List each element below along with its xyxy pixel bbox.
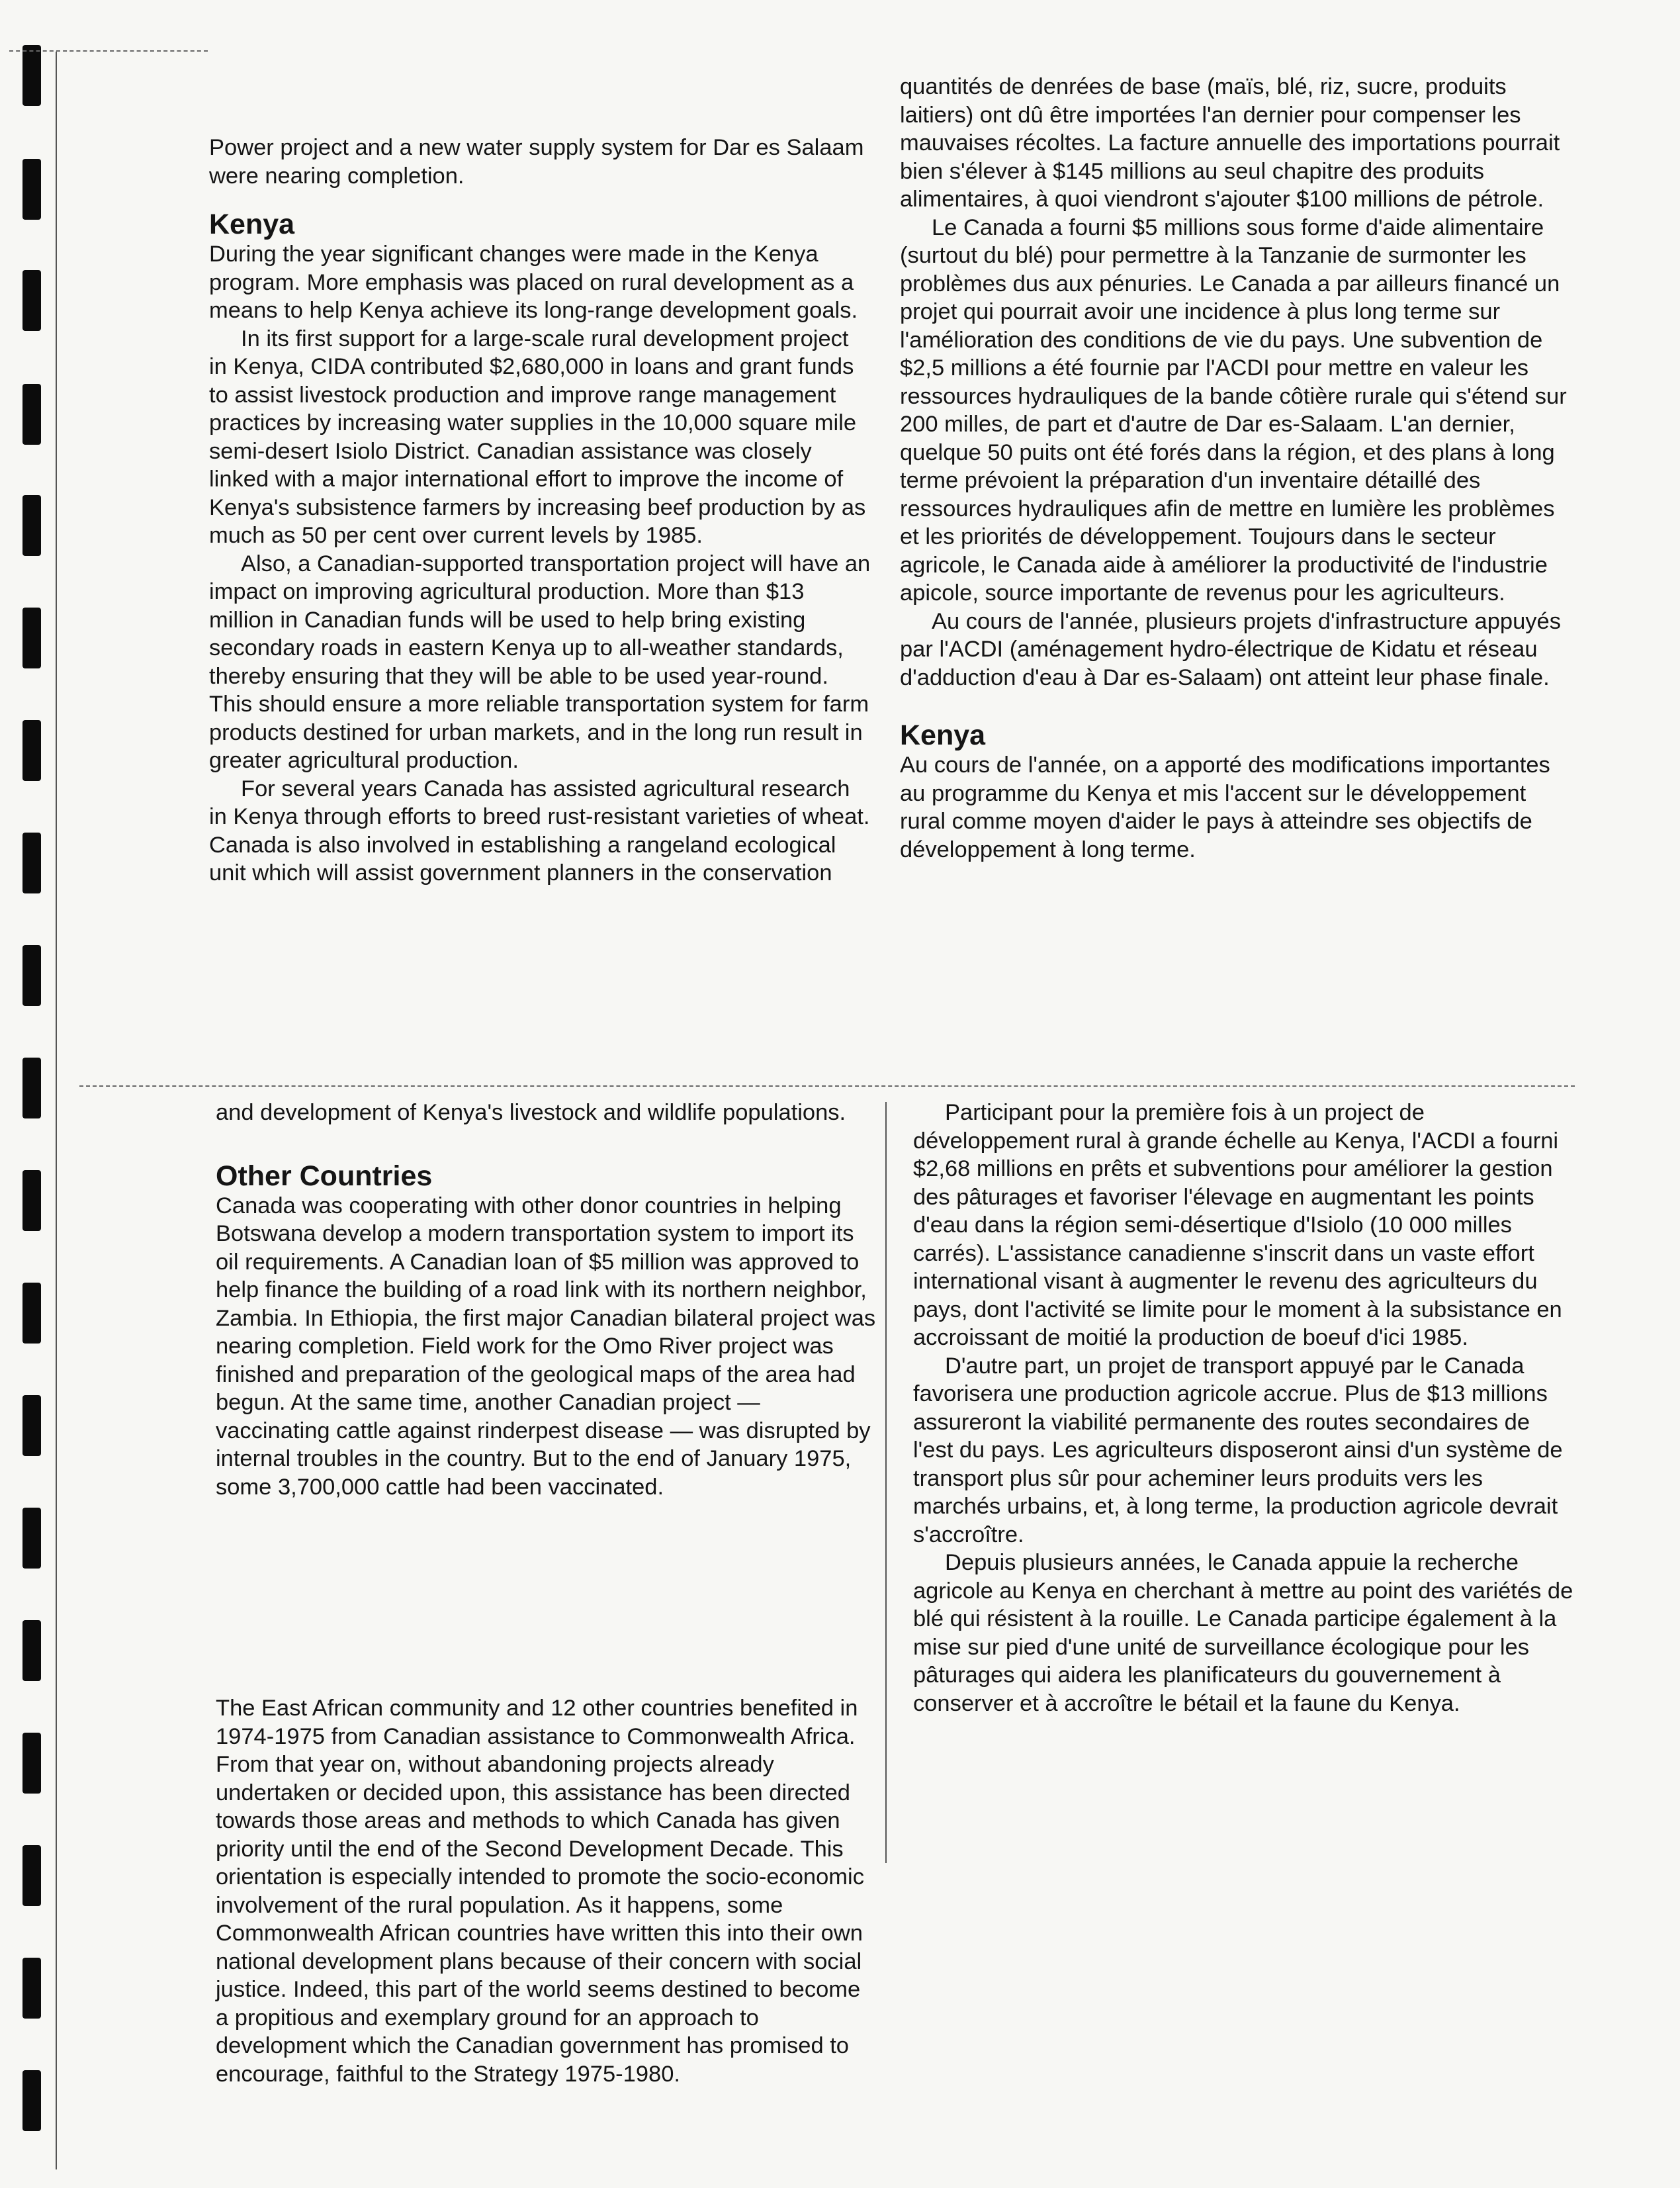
kenya-paragraph: In its first support for a large-scale rural development project in Kenya, CIDA contributed $2,680,000 in loans and grant funds to assist livestock production and improve range management practices by increasing water supplies in the 10,000 square mile semi-desert Isiolo District. Canadian assistance was closely linked with a major international effort to improve the income of Kenya's subsistence farmers by increasing beef production by as much as 50 per cent over current levels by 1985.	[209, 326, 866, 548]
right-column-upper	[900, 73, 1575, 864]
right-column-lower	[913, 1099, 1575, 1717]
binder-hole	[22, 1395, 41, 1456]
binder-hole	[22, 159, 41, 220]
east-african-paragraph: The East African community and 12 other countries benefited in 1974-1975 from Canadian assistance to Commonwealth Africa. From that year on, without abandoning projects already undertaken or decided upon, this assistance has been directed towards those areas and methods to which Canada has given priority until the end of the Second Development Decade. This orientation is especially intended to promote the socio-economic involvement of the rural population. As it happens, some Commonwealth African countries have written this into their own national development plans because of their concern with social justice. Indeed, this part of the world seems destined to become a propitious and exemplary ground for an approach to development which the Canadian government has promised to encourage, faithful to the Strategy 1975-1980.	[216, 1696, 864, 2087]
left-column-upper	[209, 134, 871, 888]
top-cut-line	[9, 50, 208, 52]
kenya-continued-paragraph: Participant pour la première fois à un project de développement rural à grande échelle au Kenya, l'ACDI a fourni $2,68 millions en prêts et subventions pour améliorer la gestion des pâturages et favoriser l'élevage en augmentant les points d'eau dans la région semi-désertique d'Isiolo (10 000 milles carrés). L'assistance canadienne s'inscrit dans un vaste effort international visant à augmenter le revenu des agriculteurs du pays, dont l'activité se limite pour le moment à la subsistance en accroissant de moitié la production de boeuf d'ici 1985.	[913, 1100, 1562, 1350]
binder-hole	[22, 45, 41, 106]
binder-hole	[22, 495, 41, 556]
tanzanie-paragraph: Au cours de l'année, plusieurs projets d'infrastructure appuyés par l'ACDI (aménagement hydro-électrique de Kidatu et réseau d'adduction d'eau à Dar es-Salaam) ont atteint leur phase finale.	[900, 608, 1561, 690]
east-african-block	[216, 1694, 877, 2088]
binder-hole	[22, 608, 41, 668]
binder-hole	[22, 1283, 41, 1344]
binder-hole	[22, 1733, 41, 1794]
tanzanie-paragraph: Le Canada a fourni $5 millions sous forme d'aide alimentaire (surtout du blé) pour permettre à la Tanzanie de surmonter les problèmes dus aux pénuries. Le Canada a par ailleurs financé un projet qui pourrait avoir une incidence à plus long terme sur l'amélioration des conditions de vie du pays. Une subvention de $2,5 millions a été fournie par l'ACDI pour mettre en valeur les ressources hydrauliques de la bande côtière rurale qui s'étend sur 200 milles, de part et d'autre de Dar es-Salaam. L'an dernier, quelque 50 puits ont été forés dans la région, et des plans à long terme prévoient la préparation d'un inventaire détaillé des ressources hydrauliques afin de mettre en lumière les problèmes et les priorités de développement. Toujours dans le secteur agricole, le Canada aide à améliorer la productivité de l'industrie apicole, source importante de revenus pour les agriculteurs.	[900, 214, 1567, 606]
left-margin-rule	[56, 52, 57, 2169]
kenya-continued-paragraph: Depuis plusieurs années, le Canada appuie la recherche agricole au Kenya en cherchant à mettre au point des variétés de blé qui résistent à la rouille. Le Canada participe également à la mise sur pied d'une unité de surveillance écologique pour les pâturages qui aidera les planificateurs du gouvernement à conserver et à accroître le bétail et la faune du Kenya.	[913, 1550, 1573, 1716]
binder-hole	[22, 945, 41, 1006]
tanzanie-paragraph: quantités de denrées de base (maïs, blé, riz, sucre, produits laitiers) ont dû être importées l'an dernier pour compenser les mauvaises récoltes. La facture annuelle des importations pourrait bien s'élever à $145 millions au seul chapitre des produits alimentaires, à quoi viendront s'ajouter $100 millions de pétrole.	[900, 74, 1560, 212]
kenya-heading: Kenya	[209, 208, 295, 240]
binder-hole	[22, 1845, 41, 1906]
intro-paragraph: Power project and a new water supply system for Dar es Salaam were nearing completion.	[209, 135, 864, 189]
kenya-continued-paragraph: D'autre part, un projet de transport appuyé par le Canada favorisera une production agricole accrue. Plus de $13 millions assureront la viabilité permanente des routes secondaires de l'est du pays. Les agriculteurs disposeront ainsi d'un système de transport plus sûr pour acheminer leurs produits vers les marchés urbains, et, à long terme, la production agricole devrait s'accroître.	[913, 1353, 1563, 1547]
binder-hole	[22, 2070, 41, 2131]
binder-hole	[22, 1058, 41, 1118]
kenya-paragraph: Also, a Canadian-supported transportation project will have an impact on improving agricultural production. More than $13 million in Canadian funds will be used to help bring existing secondary roads in eastern Kenya up to all-weather standards, thereby ensuring that they will be able to be used year-round. This should ensure a more reliable transportation system for farm products destined for urban markets, and in the long run result in greater agricultural production.	[209, 551, 871, 773]
kenya-continuation: and development of Kenya's livestock and wildlife populations.	[216, 1100, 846, 1125]
kenya-paragraph: During the year significant changes were made in the Kenya program. More emphasis was placed on rural development as a means to help Kenya achieve its long-range development goals.	[209, 242, 858, 323]
kenya-paragraph: For several years Canada has assisted agricultural research in Kenya through efforts to breed rust-resistant varieties of wheat. Canada is also involved in establishing a rangeland ecological unit which will assist government planners in the conservation	[209, 776, 870, 886]
left-column-lower	[216, 1099, 877, 1501]
column-divider	[885, 1102, 887, 1863]
binder-hole	[22, 270, 41, 331]
binder-hole	[22, 384, 41, 445]
binder-hole	[22, 1958, 41, 2019]
binder-hole	[22, 720, 41, 781]
binder-hole	[22, 833, 41, 893]
paste-up-line	[79, 1085, 1575, 1087]
kenya-heading-fr: Kenya	[900, 719, 986, 751]
kenya-paragraph-fr: Au cours de l'année, on a apporté des modifications importantes au programme du Kenya et mis l'accent sur le développement rural comme moyen d'aider le pays à atteindre ses objectifs de développement à long terme.	[900, 752, 1550, 862]
binder-hole	[22, 1620, 41, 1681]
binder-hole	[22, 1508, 41, 1569]
other-countries-paragraph: Canada was cooperating with other donor countries in helping Botswana develop a modern transportation system to import its oil requirements. A Canadian loan of $5 million was approved to help finance the building of a road link with its northern neighbor, Zambia. In Ethiopia, the first major Canadian bilateral project was nearing completion. Field work for the Omo River project was finished and preparation of the geological maps of the area had begun. At the same time, another Canadian project — vaccinating cattle against rinderpest disease — was disrupted by internal troubles in the country. But to the end of January 1975, some 3,700,000 cattle had been vaccinated.	[216, 1193, 876, 1500]
binder-hole	[22, 1170, 41, 1231]
other-countries-heading: Other Countries	[216, 1160, 433, 1192]
